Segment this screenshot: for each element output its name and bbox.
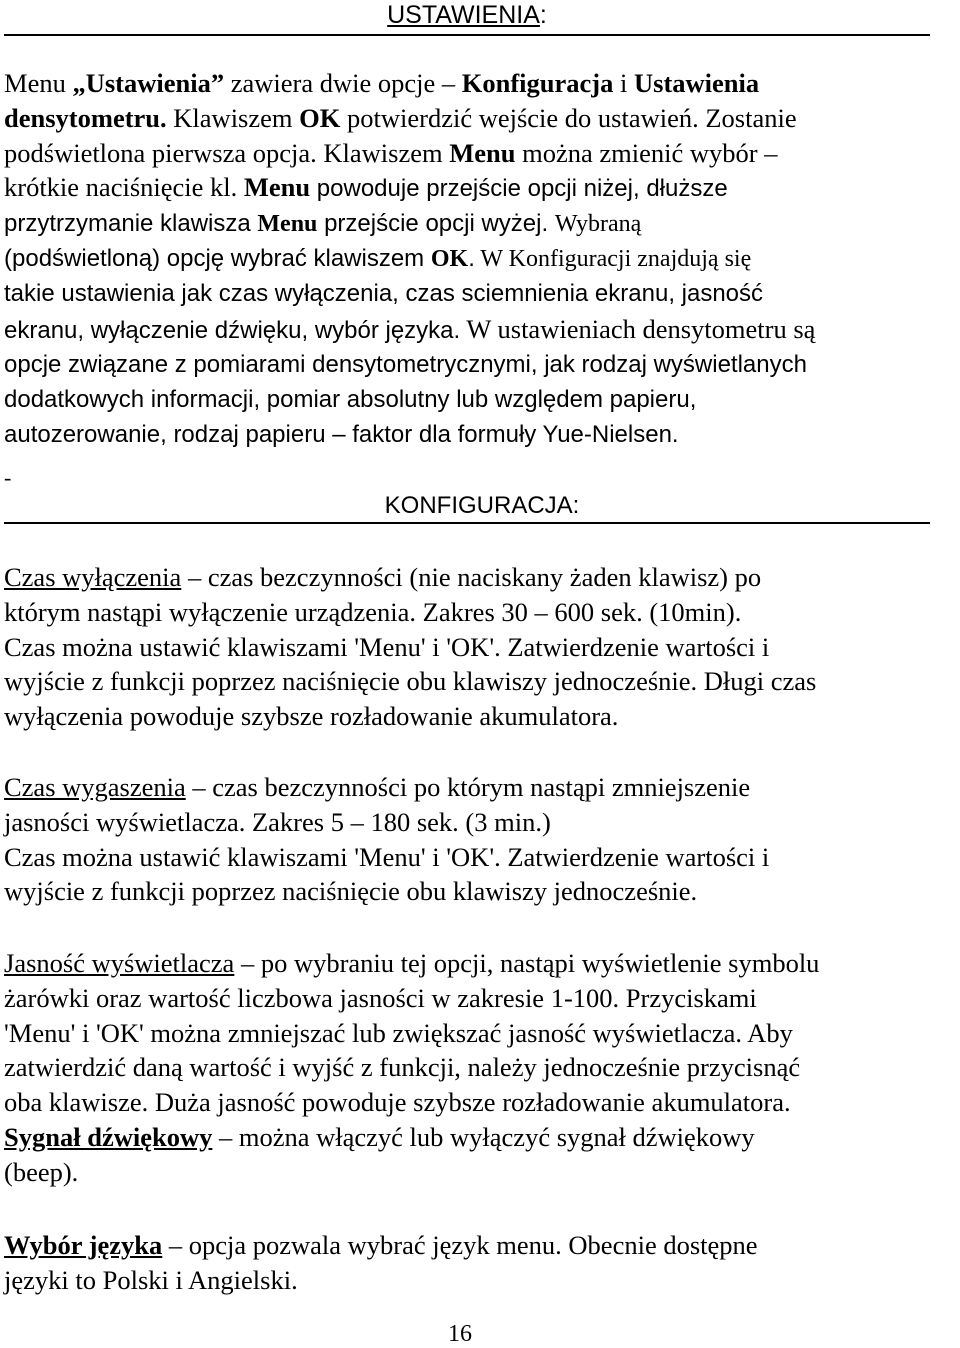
intro-paragraph — [4, 66, 956, 453]
term-brightness: Jasność wyświetlacza — [4, 948, 235, 978]
off-time-paragraph — [4, 560, 956, 734]
text-run-bold: Menu — [449, 137, 516, 168]
text-run-bold: Menu — [257, 211, 318, 238]
text-run: Wybraną — [554, 211, 642, 238]
text-run: Menu — [4, 68, 73, 98]
text-run: zawiera dwie opcje – — [224, 68, 462, 98]
text-run: ekranu, wyłączenie dźwięku, wybór języka. — [4, 316, 461, 344]
language-paragraph — [4, 1228, 956, 1298]
text-run-bold: Konfiguracja — [461, 68, 614, 98]
text-line: opcje związane z pomiarami densytometrycznymi, jak rodzaj wyświetlanych — [4, 351, 807, 379]
text-line — [4, 242, 956, 277]
text-run: – po wybraniu tej opcji, nastąpi wyświetlenie symbolu — [234, 948, 820, 978]
text-run: przejście opcji wyżej. — [317, 210, 555, 238]
text-line: żarówki oraz wartość liczbowa jasności w zakresie 1-100. Przyciskami — [4, 982, 757, 1013]
term-off-time: Czas wyłączenia — [4, 562, 182, 592]
text-line — [4, 170, 956, 207]
text-line: którym nastąpi wyłączenie urządzenia. Zakres 30 – 600 sek. (10min). — [4, 596, 742, 627]
text-line — [4, 66, 956, 101]
text-line — [4, 312, 956, 349]
text-line: takie ustawienia jak czas wyłączenia, czas sciemnienia ekranu, jasność — [4, 279, 764, 307]
text-line: języki to Polski i Angielski. — [4, 1264, 298, 1295]
dim-time-paragraph — [4, 770, 956, 909]
text-line: (beep). — [4, 1156, 79, 1187]
text-run: przytrzymanie klawisza — [4, 210, 258, 238]
brightness-paragraph — [4, 946, 956, 1190]
text-line — [4, 1120, 956, 1155]
text-line: wyjście z funkcji poprzez naciśnięcie obu klawiszy jednocześnie. — [4, 876, 698, 907]
heading-settings-colon: : — [539, 1, 547, 29]
text-line: dodatkowych informacji, pomiar absolutny lub względem papieru, — [4, 386, 697, 414]
text-run-bold: „Ustawienia” — [72, 68, 225, 98]
text-line — [4, 1228, 956, 1263]
text-run: powoduje przejście opcji niżej, dłuższe — [310, 175, 728, 203]
text-line: autozerowanie, rodzaj papieru – faktor dla formuły Yue-Nielsen. — [4, 420, 679, 448]
text-run-bold: Ustawienia — [634, 68, 760, 98]
text-run-bold: OK — [430, 245, 469, 272]
text-line — [4, 207, 956, 242]
text-run: podświetlona pierwsza opcja. Klawiszem — [4, 137, 450, 168]
text-line: oba klawisze. Duża jasność powoduje szybsze rozładowanie akumulatora. — [4, 1087, 791, 1118]
text-line — [4, 946, 956, 981]
text-line: wyjście z funkcji poprzez naciśnięcie obu klawiszy jednocześnie. Długi czas — [4, 666, 817, 697]
text-line — [4, 136, 956, 171]
text-line: jasności wyświetlacza. Zakres 5 – 180 sek. (3 min.) — [4, 806, 551, 837]
text-run: potwierdzić wejście do ustawień. Zostanie — [340, 102, 797, 133]
text-run: można zmienić wybór – — [515, 137, 778, 168]
text-run: – czas bezczynności (nie naciskany żaden klawisz) po — [181, 562, 762, 592]
text-line: Czas można ustawić klawiszami 'Menu' i 'OK'. Zatwierdzenie wartości i — [4, 631, 770, 662]
section-heading-configuration — [4, 490, 930, 524]
text-run: krótkie naciśnięcie kl. — [4, 172, 244, 203]
text-run: – można włączyć lub wyłączyć sygnał dźwiękowy — [212, 1121, 755, 1152]
text-run: Klawiszem — [166, 102, 300, 133]
text-run: . — [468, 244, 475, 272]
text-line: wyłączenia powoduje szybsze rozładowanie akumulatora. — [4, 701, 619, 732]
text-run-bold: Menu — [243, 172, 311, 203]
heading-config-text: KONFIGURACJA: — [384, 492, 580, 519]
text-run: W ustawieniach densytometru są — [460, 313, 816, 344]
text-line: 'Menu' i 'OK' można zmniejszać lub zwiększać jasność wyświetlacza. Aby — [4, 1017, 793, 1048]
page-number: 16 — [448, 1321, 472, 1347]
text-run: – czas bezczynności po którym nastąpi zmniejszenie — [185, 772, 751, 802]
term-language: Wybór języka — [4, 1230, 163, 1260]
text-line: Czas można ustawić klawiszami 'Menu' i 'OK'. Zatwierdzenie wartości i — [4, 841, 770, 872]
stray-dash: - — [4, 465, 12, 490]
term-beep: Sygnał dźwiękowy — [4, 1121, 213, 1152]
text-run: (podświetloną) opcję wybrać klawiszem — [4, 244, 431, 272]
text-run: – opcja pozwala wybrać język menu. Obecnie dostępne — [162, 1230, 758, 1260]
text-run-bold: densytometru. — [4, 102, 167, 133]
heading-settings-text: USTAWIENIA — [387, 1, 540, 29]
text-line — [4, 560, 956, 595]
text-run: i — [613, 68, 634, 98]
text-line — [4, 101, 956, 136]
text-run-bold: OK — [299, 102, 341, 133]
text-line: zatwierdzić daną wartość i wyjść z funkcji, należy jednocześnie przycisnąć — [4, 1052, 801, 1083]
section-heading-settings — [4, 0, 930, 36]
term-dim-time: Czas wygaszenia — [4, 772, 186, 802]
text-run: W Konfiguracji znajdują się — [474, 245, 752, 272]
text-line — [4, 770, 956, 805]
